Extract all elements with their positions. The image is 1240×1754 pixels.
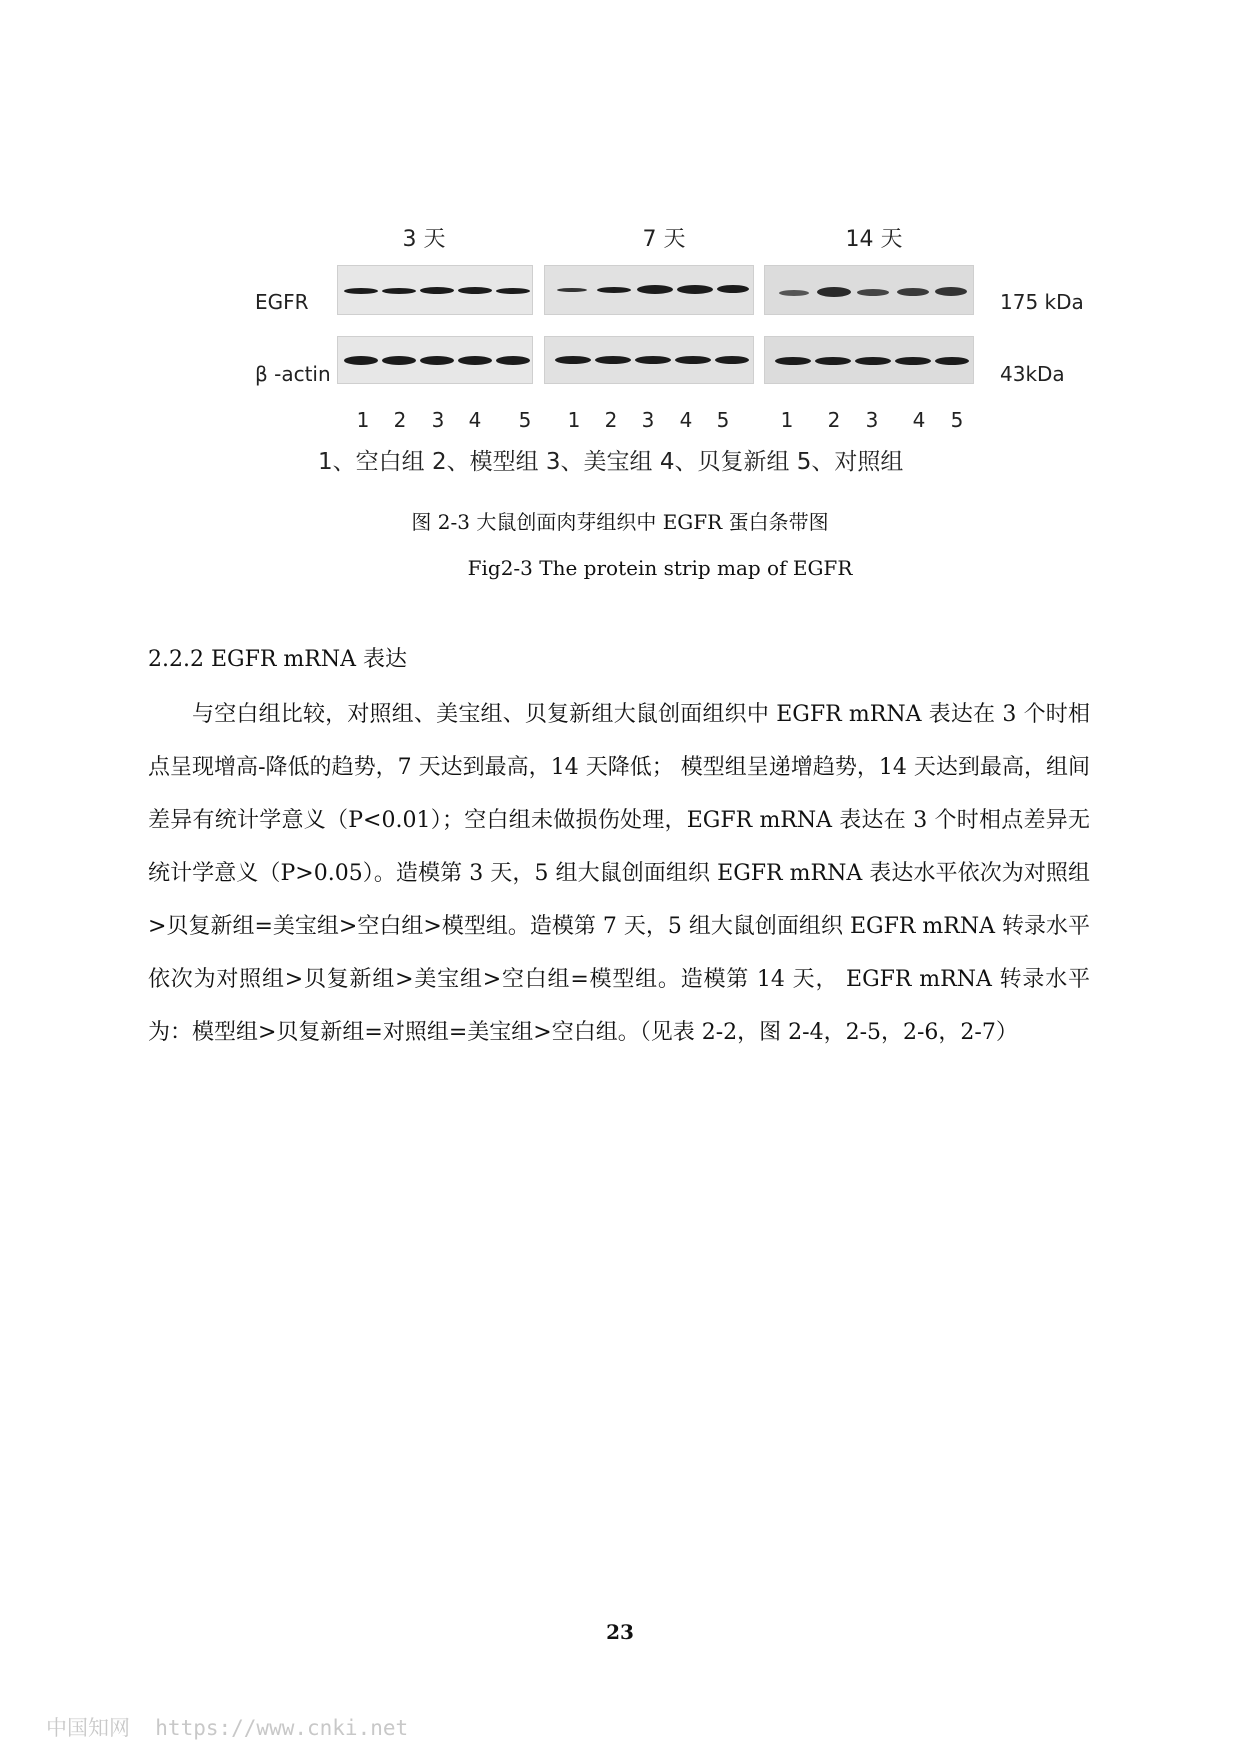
day-label-7: 7 天 [642, 227, 686, 252]
actin-blot-day7 [544, 336, 754, 384]
lane-number: 1 [356, 408, 370, 432]
lane-number: 5 [518, 408, 532, 432]
lane-number: 3 [641, 408, 655, 432]
actin-blot-day3 [337, 336, 533, 384]
figure-caption-cn: 图 2-3 大鼠创面肉芽组织中 EGFR 蛋白条带图 [411, 510, 829, 534]
actin-kda-label: 43kDa [1000, 362, 1065, 386]
lane-number: 2 [393, 408, 407, 432]
lane-number: 1 [567, 408, 581, 432]
group-legend: 1、空白组 2、模型组 3、美宝组 4、贝复新组 5、对照组 [318, 449, 904, 475]
lane-number: 3 [865, 408, 879, 432]
page-number: 23 [606, 1620, 634, 1644]
egfr-blot-day3 [337, 265, 533, 315]
lane-number: 4 [468, 408, 482, 432]
section-heading: 2.2.2 EGFR mRNA 表达 [148, 647, 407, 672]
lane-number: 4 [679, 408, 693, 432]
lane-number: 1 [780, 408, 794, 432]
lane-number: 5 [716, 408, 730, 432]
egfr-blot-day14 [764, 265, 974, 315]
lane-number: 2 [827, 408, 841, 432]
cnki-watermark-footer: 中国知网 https://www.cnki.net [46, 1716, 409, 1740]
day-label-3: 3 天 [402, 227, 446, 252]
egfr-kda-label: 175 kDa [1000, 290, 1084, 314]
figure-caption-en: Fig2-3 The protein strip map of EGFR [467, 556, 853, 580]
lane-number: 3 [431, 408, 445, 432]
actin-row-label: β -actin [255, 362, 331, 386]
lane-number: 2 [604, 408, 618, 432]
lane-number: 5 [950, 408, 964, 432]
lane-number: 4 [912, 408, 926, 432]
egfr-blot-day7 [544, 265, 754, 315]
actin-blot-day14 [764, 336, 974, 384]
body-paragraph: 与空白组比较，对照组、美宝组、贝复新组大鼠创面组织中 EGFR mRNA 表达在 3 个时相点呈现增高-降低的趋势，7 天达到最高，14 天降低； 模型组呈递增趋势，14 天达到最高，组间差异有统计学意义（P<0.01）；空白组未做损伤处理，EGFR mRNA 表达在 3 个时相点差异无统计学意义（P>0.05）。造模第 3 天，5 组大鼠创面组织 EGFR mRNA 表达水平依次为对照组>贝复新组=美宝组>空白组>模型组。造模第 7 天，5 组大鼠创面组织 EGFR mRNA 转录水平依次为对照组>贝复新组>美宝组>空白组=模型组。造模第 14 天， EGFR mRNA 转录水平为：模型组>贝复新组=对照组=美宝组>空白组。（见表 2-2，图 2-4，2-5，2-6，2-7） [148, 702, 1090, 1045]
egfr-row-label: EGFR [255, 290, 309, 314]
day-label-14: 14 天 [845, 227, 903, 252]
